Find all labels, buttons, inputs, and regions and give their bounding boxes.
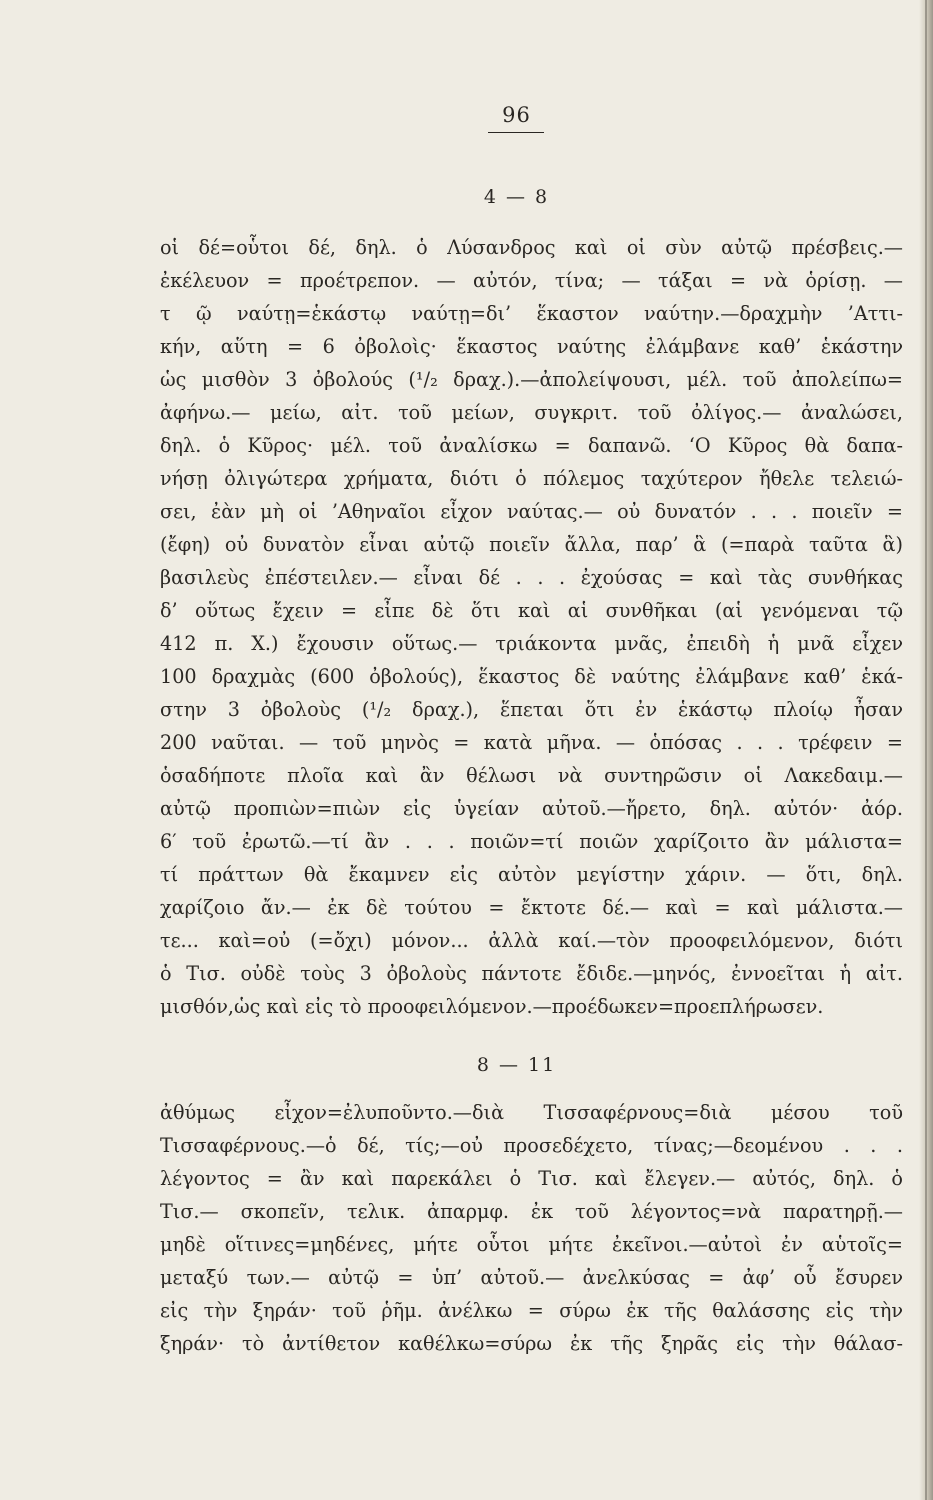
text-line: οἱ δέ=οὗτοι δέ, δηλ. ὁ Λύσανδρος καὶ οἱ σὺν αὐτῷ πρέσβεις.—	[160, 236, 903, 259]
text-line: αὐτῷ προπιὼν=πιὼν εἰς ὑγείαν αὐτοῦ.—ἤρετο, δηλ. αὐτόν· ἀόρ.	[160, 797, 903, 820]
text-line: νήσῃ ὀλιγώτερα χρήματα, διότι ὁ πόλεμος ταχύτερον ἤθελε τελειώ-	[160, 467, 903, 490]
text-line: Τισσαφέρνους.—ὁ δέ, τίς;—οὐ προσεδέχετο, τίνας;—δεομένου . . .	[160, 1134, 903, 1157]
text-line: 200 ναῦται. — τοῦ μηνὸς = κατὰ μῆνα. — ὁπόσας . . . τρέφειν =	[160, 731, 903, 754]
text-line: κήν, αὕτη = 6 ὀβολοὶς· ἕκαστος ναύτης ἐλάμβανε καθ’ ἑκάστην	[160, 335, 903, 358]
text-line: δηλ. ὁ Κῦρος· μέλ. τοῦ ἀναλίσκω = δαπανῶ. ‘Ο Κῦρος θὰ δαπα-	[160, 434, 903, 457]
commentary-paragraph-8-11	[160, 1096, 903, 1360]
text-line: στην 3 ὀβολοὺς (¹/₂ δραχ.), ἕπεται ὅτι ἐν ἑκάστῳ πλοίῳ ἦσαν	[160, 698, 903, 721]
page-number-underline	[488, 132, 544, 133]
text-line: χαρίζοιο ἄν.— ἐκ δὲ τούτου = ἔκτοτε δέ.— καὶ = καὶ μάλιστα.—	[160, 896, 903, 919]
text-line: σει, ἐὰν μὴ οἱ ’Αθηναῖοι εἶχον ναύτας.— οὐ δυνατόν . . . ποιεῖν =	[160, 500, 903, 523]
text-line: ἀφήνω.— μείω, αἰτ. τοῦ μείων, συγκριτ. τοῦ ὀλίγος.— ἀναλώσει,	[160, 401, 903, 424]
text-line: μεταξύ των.— αὐτῷ = ὑπ’ αὐτοῦ.— ἀνελκύσας = ἀφ’ οὗ ἔσυρεν	[160, 1266, 903, 1289]
text-line: ξηράν· τὸ ἀντίθετον καθέλκω=σύρω ἐκ τῆς ξηρᾶς εἰς τὴν θάλασ-	[160, 1332, 903, 1355]
text-line: 6′ τοῦ ἐρωτῶ.—τί ἂν . . . ποιῶν=τί ποιῶν χαρίζοιτο ἂν μάλιστα=	[160, 830, 903, 853]
text-line: δ’ οὕτως ἔχειν = εἶπε δὲ ὅτι καὶ αἱ συνθῆκαι (αἱ γενόμεναι τῷ	[160, 599, 903, 622]
page-number: 96	[502, 103, 531, 127]
text-line: Τισ.— σκοπεῖν, τελικ. ἀπαρμφ. ἐκ τοῦ λέγοντος=νὰ παρατηρῇ.—	[160, 1200, 903, 1223]
text-line: ἀθύμως εἶχον=ἐλυποῦντο.—διὰ Τισσαφέρνους=διὰ μέσου τοῦ	[160, 1101, 903, 1124]
text-line: ὁ Τισ. οὐδὲ τοὺς 3 ὀβολοὺς πάντοτε ἔδιδε.—μηνός, ἐννοεῖται ἡ αἰτ.	[160, 962, 903, 985]
text-line: (ἔφη) οὐ δυνατὸν εἶναι αὐτῷ ποιεῖν ἄλλα, παρ’ ἃ (=παρὰ ταῦτα ἃ)	[160, 533, 903, 556]
text-line: βασιλεὺς ἐπέστειλεν.— εἶναι δέ . . . ἐχούσας = καὶ τὰς συνθήκας	[160, 566, 903, 589]
text-line: τί πράττων θὰ ἔκαμνεν εἰς αὐτὸν μεγίστην χάριν. — ὅτι, δηλ.	[160, 863, 903, 886]
text-line: τε... καὶ=οὐ (=ὄχι) μόνον... ἀλλὰ καί.—τὸν προοφειλόμενον, διότι	[160, 929, 903, 952]
commentary-paragraph-4-8	[160, 231, 903, 1023]
text-line: ὡς μισθὸν 3 ὀβολούς (¹/₂ δραχ.).—ἀπολείψουσι, μέλ. τοῦ ἀπολείπω=	[160, 368, 903, 391]
text-line: ὁσαδήποτε πλοῖα καὶ ἂν θέλωσι νὰ συντηρῶσιν οἱ Λακεδαιμ.—	[160, 764, 903, 787]
text-line: μισθόν,ὡς καὶ εἰς τὸ προοφειλόμενον.—προέδωκεν=προεπλήρωσεν.	[160, 995, 824, 1018]
text-line: τ ῷ ναύτῃ=ἑκάστῳ ναύτῃ=δι’ ἕκαστον ναύτην.—δραχμὴν ’Αττι-	[160, 302, 903, 325]
text-line: 100 δραχμὰς (600 ὀβολούς), ἕκαστος δὲ ναύτης ἐλάμβανε καθ’ ἑκά-	[160, 665, 903, 688]
text-line: εἰς τὴν ξηράν· τοῦ ῥῆμ. ἀνέλκω = σύρω ἐκ τῆς θαλάσσης εἰς τὴν	[160, 1299, 903, 1322]
text-line: ἐκέλευον = προέτρεπον. — αὐτόν, τίνα; — τάξαι = νὰ ὁρίσῃ. —	[160, 269, 903, 292]
page-edge-line	[925, 0, 927, 1500]
section-heading-4-8: 4 — 8	[483, 186, 550, 208]
text-line: λέγοντος = ἂν καὶ παρεκάλει ὁ Τισ. καὶ ἔλεγεν.— αὐτός, δηλ. ὁ	[160, 1167, 903, 1190]
section-heading-8-11: 8 — 11	[476, 1054, 557, 1076]
text-line: 412 π. Χ.) ἔχουσιν οὕτως.— τριάκοντα μνᾶς, ἐπειδὴ ἡ μνᾶ εἶχεν	[160, 632, 903, 655]
text-line: μηδὲ οἵτινες=μηδένες, μήτε οὗτοι μήτε ἐκεῖνοι.—αὐτοὶ ἐν αὑτοῖς=	[160, 1233, 903, 1256]
